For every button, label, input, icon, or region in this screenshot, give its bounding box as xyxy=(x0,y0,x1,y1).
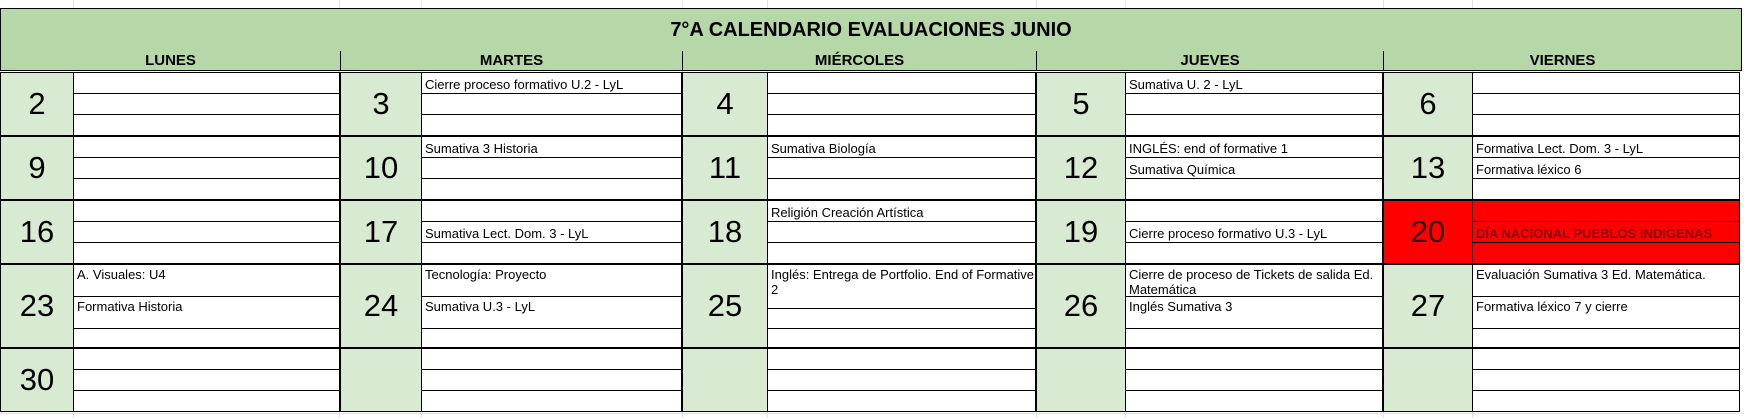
weekday-header[interactable]: LUNES xyxy=(0,51,341,71)
event-entry[interactable]: Inglés Sumativa 3 xyxy=(1126,297,1382,329)
day-number-cell[interactable]: 3 xyxy=(340,72,422,136)
day-number-cell[interactable]: 11 xyxy=(682,136,768,200)
empty-event-slot[interactable] xyxy=(74,222,339,243)
day-number-cell[interactable]: 30 xyxy=(0,348,74,412)
empty-event-slot[interactable] xyxy=(74,73,339,94)
day-events-cell xyxy=(74,136,340,200)
empty-event-slot[interactable] xyxy=(74,349,339,370)
day-events-cell xyxy=(1473,72,1740,136)
day-number-cell[interactable]: 27 xyxy=(1383,264,1473,348)
day-number-cell[interactable]: 20 xyxy=(1383,200,1473,264)
empty-event-slot[interactable] xyxy=(74,115,339,137)
day-events-cell xyxy=(768,264,1036,348)
day-number-cell[interactable] xyxy=(682,348,768,412)
empty-event-slot[interactable] xyxy=(1473,329,1739,349)
empty-event-slot[interactable] xyxy=(1126,349,1382,370)
week-row xyxy=(0,264,1742,348)
day-number-cell[interactable]: 12 xyxy=(1036,136,1126,200)
empty-event-slot[interactable] xyxy=(1126,329,1382,349)
event-entry[interactable]: Cierre de proceso de Tickets de salida Ed. Matemática xyxy=(1126,265,1382,297)
empty-event-slot[interactable] xyxy=(74,158,339,179)
day-events-cell xyxy=(74,72,340,136)
empty-event-slot[interactable] xyxy=(1473,349,1739,370)
day-number-cell[interactable] xyxy=(1036,348,1126,412)
empty-event-slot[interactable] xyxy=(768,329,1035,349)
empty-event-slot[interactable] xyxy=(768,349,1035,370)
weekday-header[interactable]: VIERNES xyxy=(1383,51,1742,71)
day-events-cell xyxy=(422,348,682,412)
event-entry[interactable]: Tecnología: Proyecto xyxy=(422,265,681,297)
day-number-cell[interactable]: 16 xyxy=(0,200,74,264)
day-number-cell[interactable]: 10 xyxy=(340,136,422,200)
day-number-cell[interactable]: 19 xyxy=(1036,200,1126,264)
event-entry[interactable]: Formativa léxico 7 y cierre xyxy=(1473,297,1739,329)
day-events-cell xyxy=(768,348,1036,412)
empty-event-slot[interactable] xyxy=(1473,94,1739,115)
event-entry[interactable]: DÍA NACIONAL PUEBLOS INDIGENAS xyxy=(1473,222,1739,243)
empty-event-slot[interactable] xyxy=(768,370,1035,391)
event-entry[interactable]: Formativa Historia xyxy=(74,297,339,329)
empty-event-slot[interactable] xyxy=(768,158,1035,179)
empty-event-slot[interactable] xyxy=(74,243,339,265)
day-number-cell[interactable]: 6 xyxy=(1383,72,1473,136)
empty-event-slot[interactable] xyxy=(74,94,339,115)
event-entry[interactable]: Cierre proceso formativo U.3 - LyL xyxy=(1126,222,1382,243)
day-events-cell xyxy=(422,264,682,348)
calendar-title[interactable]: 7°A CALENDARIO EVALUACIONES JUNIO xyxy=(0,8,1742,52)
day-events-cell xyxy=(422,72,682,136)
day-number-cell[interactable]: 18 xyxy=(682,200,768,264)
day-events-cell xyxy=(1473,264,1740,348)
day-events-cell xyxy=(74,264,340,348)
day-number-cell[interactable]: 25 xyxy=(682,264,768,348)
day-events-cell xyxy=(1473,136,1740,200)
empty-event-slot[interactable] xyxy=(422,391,681,413)
day-number-cell[interactable]: 2 xyxy=(0,72,74,136)
weekday-header-row xyxy=(0,51,1742,71)
empty-event-slot[interactable] xyxy=(768,94,1035,115)
empty-event-slot[interactable] xyxy=(422,243,681,265)
event-entry[interactable]: Formativa léxico 6 xyxy=(1473,158,1739,179)
week-row xyxy=(0,348,1742,412)
weekday-header[interactable]: MARTES xyxy=(340,51,683,71)
event-entry[interactable]: Sumativa 3 Historia xyxy=(422,137,681,158)
event-entry[interactable]: Evaluación Sumativa 3 Ed. Matemática. xyxy=(1473,265,1739,297)
day-events-cell xyxy=(422,200,682,264)
empty-event-slot[interactable] xyxy=(1473,391,1739,413)
day-events-cell xyxy=(768,72,1036,136)
day-events-cell xyxy=(768,200,1036,264)
empty-event-slot[interactable] xyxy=(74,137,339,158)
day-events-cell xyxy=(1473,348,1740,412)
empty-event-slot[interactable] xyxy=(422,94,681,115)
day-number-cell[interactable]: 9 xyxy=(0,136,74,200)
empty-event-slot[interactable] xyxy=(1473,73,1739,94)
empty-event-slot[interactable] xyxy=(74,179,339,201)
weekday-header[interactable]: JUEVES xyxy=(1036,51,1384,71)
day-events-cell xyxy=(768,136,1036,200)
empty-event-slot[interactable] xyxy=(422,370,681,391)
day-number-cell[interactable]: 17 xyxy=(340,200,422,264)
empty-event-slot[interactable] xyxy=(1473,370,1739,391)
week-row xyxy=(0,136,1742,200)
day-number-cell[interactable] xyxy=(340,348,422,412)
event-entry[interactable]: Sumativa Biología xyxy=(768,137,1035,158)
event-entry[interactable]: Formativa Lect. Dom. 3 - LyL xyxy=(1473,137,1739,158)
empty-event-slot[interactable] xyxy=(1126,391,1382,413)
gridline xyxy=(0,413,1744,414)
empty-event-slot[interactable] xyxy=(768,243,1035,265)
day-events-cell xyxy=(74,348,340,412)
empty-event-slot[interactable] xyxy=(1126,201,1382,222)
day-events-cell xyxy=(1126,348,1383,412)
day-number-cell[interactable]: 26 xyxy=(1036,264,1126,348)
empty-event-slot[interactable] xyxy=(1126,115,1382,137)
day-number-cell[interactable] xyxy=(1383,348,1473,412)
weekday-header[interactable]: MIÉRCOLES xyxy=(682,51,1037,71)
empty-event-slot[interactable] xyxy=(768,179,1035,201)
empty-event-slot[interactable] xyxy=(1473,201,1739,222)
week-row xyxy=(0,72,1742,136)
event-entry[interactable]: A. Visuales: U4 xyxy=(74,265,339,297)
day-number-cell[interactable]: 23 xyxy=(0,264,74,348)
empty-event-slot[interactable] xyxy=(74,391,339,413)
event-entry[interactable]: Inglés: Entrega de Portfolio. End of Formative 2 xyxy=(768,265,1035,309)
day-events-cell xyxy=(1126,200,1383,264)
empty-event-slot[interactable] xyxy=(1473,179,1739,201)
empty-event-slot[interactable] xyxy=(74,370,339,391)
day-number-cell[interactable]: 4 xyxy=(682,72,768,136)
event-entry[interactable]: INGLÉS: end of formative 1 xyxy=(1126,137,1382,158)
empty-event-slot[interactable] xyxy=(1126,179,1382,201)
empty-event-slot[interactable] xyxy=(422,179,681,201)
event-entry[interactable]: Sumativa U. 2 - LyL xyxy=(1126,73,1382,94)
day-events-cell xyxy=(422,136,682,200)
empty-event-slot[interactable] xyxy=(1126,370,1382,391)
day-events-cell xyxy=(1473,200,1740,264)
day-events-cell xyxy=(1126,72,1383,136)
day-number-cell[interactable]: 24 xyxy=(340,264,422,348)
event-entry[interactable]: Sumativa Lect. Dom. 3 - LyL xyxy=(422,222,681,243)
day-events-cell xyxy=(1126,136,1383,200)
empty-event-slot[interactable] xyxy=(74,329,339,349)
empty-event-slot[interactable] xyxy=(422,349,681,370)
empty-event-slot[interactable] xyxy=(422,115,681,137)
empty-event-slot[interactable] xyxy=(1473,243,1739,265)
empty-event-slot[interactable] xyxy=(74,201,339,222)
day-events-cell xyxy=(74,200,340,264)
empty-event-slot[interactable] xyxy=(768,115,1035,137)
day-number-cell[interactable]: 13 xyxy=(1383,136,1473,200)
empty-event-slot[interactable] xyxy=(1126,94,1382,115)
day-number-cell[interactable]: 5 xyxy=(1036,72,1126,136)
empty-event-slot[interactable] xyxy=(768,309,1035,329)
empty-event-slot[interactable] xyxy=(422,329,681,349)
empty-event-slot[interactable] xyxy=(768,222,1035,243)
empty-event-slot[interactable] xyxy=(422,201,681,222)
event-entry[interactable]: Cierre proceso formativo U.2 - LyL xyxy=(422,73,681,94)
empty-event-slot[interactable] xyxy=(1126,243,1382,265)
day-events-cell xyxy=(1126,264,1383,348)
empty-event-slot[interactable] xyxy=(768,73,1035,94)
empty-event-slot[interactable] xyxy=(422,158,681,179)
event-entry[interactable]: Sumativa Química xyxy=(1126,158,1382,179)
event-entry[interactable]: Sumativa U.3 - LyL xyxy=(422,297,681,329)
week-row xyxy=(0,200,1742,264)
event-entry[interactable]: Religión Creación Artística xyxy=(768,201,1035,222)
empty-event-slot[interactable] xyxy=(768,391,1035,413)
empty-event-slot[interactable] xyxy=(1473,115,1739,137)
